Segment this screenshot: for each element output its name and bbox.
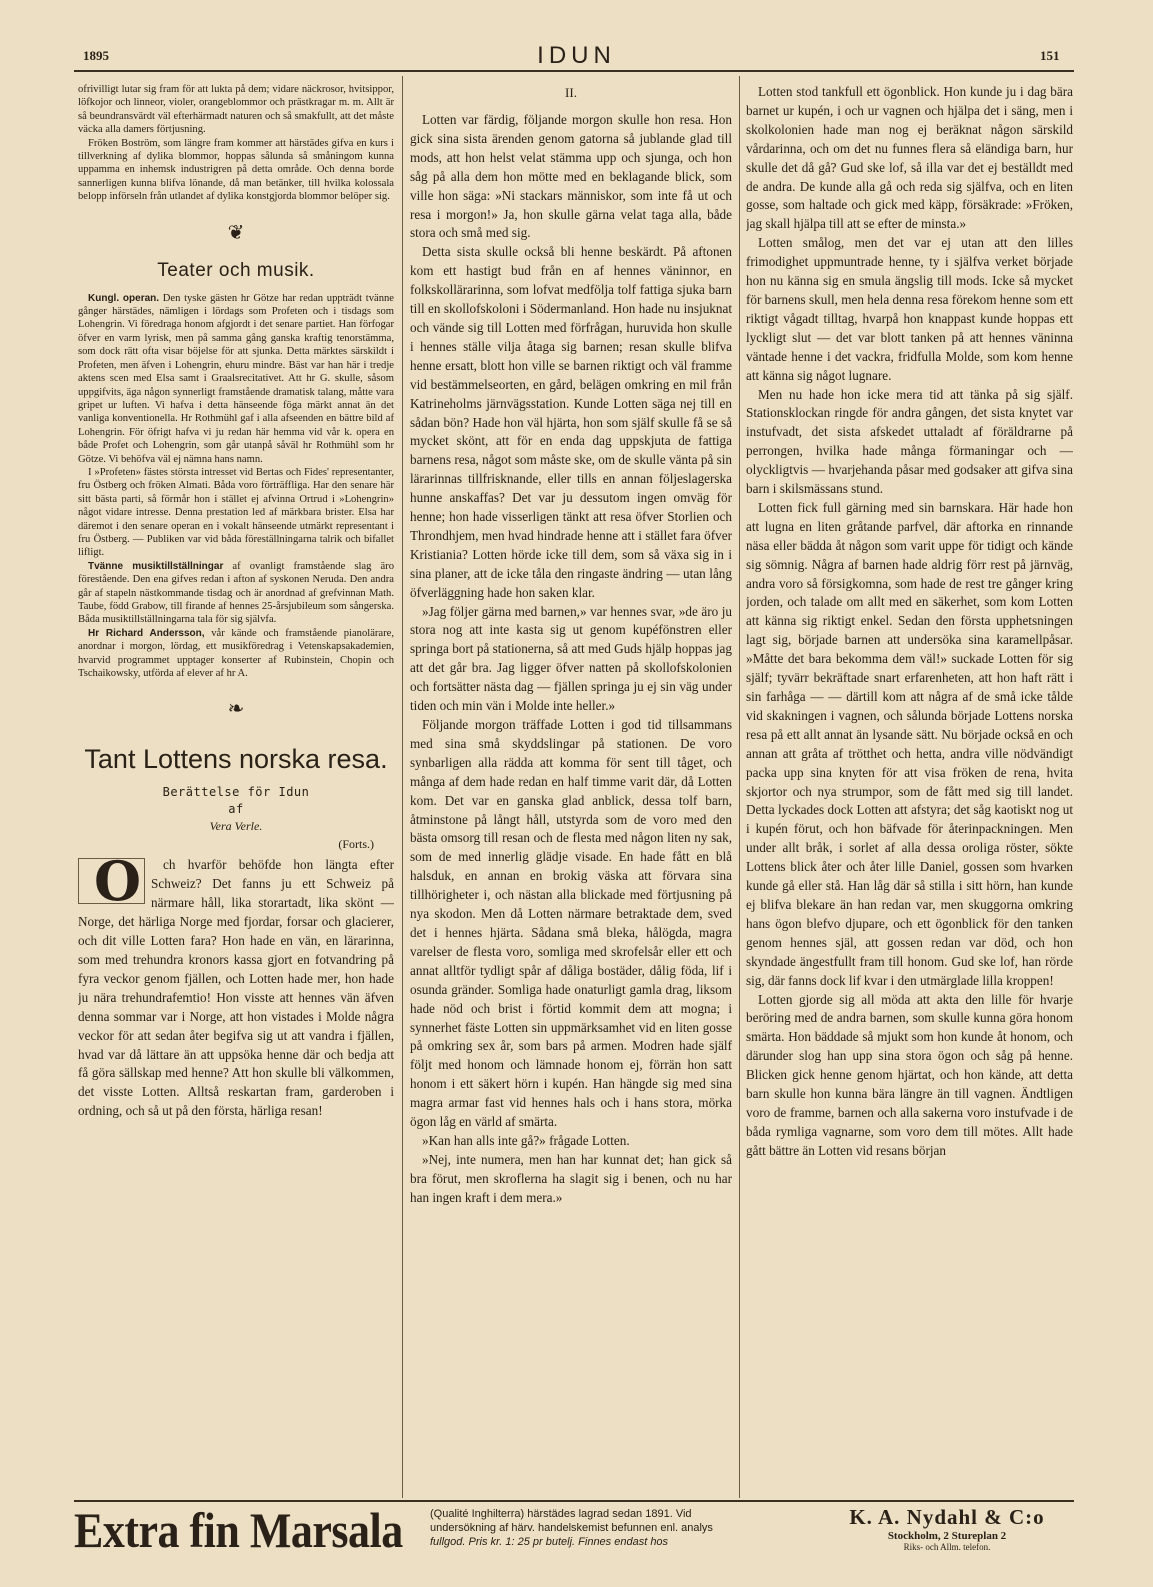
musik-paragraph: [78, 560, 394, 627]
column-3: [746, 83, 1073, 1498]
story-by: af: [228, 802, 244, 817]
story-continued: (Forts.): [338, 837, 374, 852]
column-1: [78, 83, 394, 1498]
col3-paragraph-3: Men nu hade hon icke mera tid att tänka på sig själf. Stationsklockan ringde för andra gången, det sista knytet var instufvadt, det sista afskedet uttaladt af föräldrarne på perrongen, hvilka hade många förmaningar och — olyckligtvis — hvarjehanda påsar med godsaker att gifva sina barn i skilsmässans stund.: [746, 386, 1073, 497]
opera-lead: Kungl. operan.: [88, 292, 160, 304]
masthead-title: IDUN: [537, 42, 616, 69]
story-paragraph-1-text: ch hvarför behöfde hon längta efter Schweiz? Det fanns ju ett Schweiz på närmare håll, lika storartadt, lika skönt — Norge, det härliga Norge med fjordar, forsar och glacierer, och dit ville Lotten fara? Hon hade en vän, en lärarinna, som med trehundra kronors kassa gjort en fotvandring på fyra veckor genom fjällen, och Lotten hade mer, hon hade ju nära trehundrafemtio! Hon visste att hennes vän äfven denna sommar var i Norge, att hon vistades i Molde några veckor för att sedan åter begifva sig ut att vandra i fjällen, hvad var då lättare än att uppsöka henne där och bedja att få göra sällskap med henne? Att hon skulle bli välkommen, det visste Lotten. Alltså reskartan fram, garderoben i ordning, och så ut på den första, härliga resan!: [78, 857, 394, 1119]
bostrom-paragraph: Fröken Boström, som längre fram kommer att härstädes gifva en kurs i tillverkning af dylika blommor, hoppas sålunda så småningom kunna uppamma en inhemsk industrigren på detta område. Och denna borde sannerligen kunna blifva lönande, då man betänker, till hvilka kolossala belopp införseln från utlandet af dylika konstgjorda blommor belöper sig.: [78, 137, 394, 203]
chapter-number: II.: [565, 85, 577, 100]
advert-line-3: fullgod. Pris kr. 1: 25 pr butelj. Finnes endast hos: [430, 1536, 669, 1548]
advert-product: Extra fin Marsala: [74, 1503, 403, 1558]
col2-paragraph-1: Lotten var färdig, följande morgon skulle hon resa. Hon gick sina sista ärenden genom gatorna så jublande glad till mods, att hon helst velat stämma upp och sjunga, och hon såg på alla dem hon mötte med en beklagande blick, som ville hon säga: »Ni stackars människor, som inte få ut och resa i morgon!» Ja, hon skulle gärna velat taga alla, både stora och små med sig.: [410, 112, 732, 241]
advert-telephone: Riks- och Allm. telefon.: [903, 1542, 991, 1552]
opera-text: Den tyske gästen hr Götze har redan uppträdt tvänne gånger härstädes, nämligen i lördags som Profeten och i tisdags som Lohengrin. Vi föredraga honom afgjordt i det senare partiet. Han förfogar öfver en varm lyrisk, men på samma gång ganska kraftig tenorstämma, som dock rätt ofta visar böjelse för att sjunka. Detta märktes särskildt i Profeten, men äfven i Lohengrin, ehuru mindre. Bäst var han här i tredje aktens scen med Elsa samt i Graalsrecitativet. Att hr G. skulle, såsom uppgifvits, äga någon synnerligt framstående dramatisk talang, måtte vara gripet ur luften. Vi hafva i detta hänseende föga märkt annat än det vanliga konventionella. Hr Rothmühl gaf i alla afseenden en bättre bild af Lohengrin. För öfrigt hafva vi ju redan här hemma vid vår k. opera en både Profet och Lohengrin, som går utanpå såväl hr Rothmühl som hr Götze. Vi behöfva väl ej nämna hans namn.: [78, 292, 394, 465]
musik-lead: Tvänne musiktillställningar: [88, 560, 224, 572]
col2-paragraph-2: Detta sista skulle också bli henne beskärdt. På aftonen kom ett hastigt bud från en af hennes väninnor, en folkskollärarinna, som lofvat medfölja tolf fattiga sjuka barn till en skollofskoloni i Södermanland. Hon hade nu insjuknat och vände sig till Lotten med förfrågan, huruvida hon skulle i hennes ställe vilja åtaga sig barnen; resan skulle blifva henne ersatt, blott hon ville se barnen riktigt och väl framme vid bestämmelseorten, en gård, belägen omkring en mil från Katrineholms järnvägsstation. Kunde Lotten säga nej till en sådan bön? Hade hon väl hjärta, hon som själf skulle få se så mycket skönt, att för en enda dag uppskjuta de fattiga barnens resa, något som måste ske, om de skulle vänta på sin lärarinnas tillfrisknande, eller tills en annan följeslagerska hunne anskaffas? Det var ju dessutom ingen omväg för henne; hon hade visserligen tänkt att resa öfver Storlien och Throndhjem, men hvad hindrade henne att i stället fara öfver Kristiania? Lotten hörde icke till dem, som så växa sig in i sina planer, att de icke tåla den ringaste ändring — utan lång öfverläggning hade hon saken klar.: [410, 244, 732, 600]
andersson-lead: Hr Richard Andersson,: [88, 627, 205, 639]
drop-cap: O: [78, 858, 145, 904]
col3-paragraph-2: Lotten smålog, men det var ej utan att den lilles frimodighet uppmuntrade henne, ty i själfva verket började hon nu känna sig en smula ängslig till mods. Icke så mycket för barnens skull, men hela denna resa förekom henne som ett riktigt vågadt tilltag, hvarpå hon knappast kunde hoppas ett lyckligt slut — det var blott tanken på att hennes väninna väntade henne i det vackra, fridfulla Molde, som kom henne att känna sig något lugnare.: [746, 235, 1073, 383]
musik-text: af ovanligt framstående slag äro förestående. Den ena gifves redan i afton af syskonen Neruda. Den andra går af stapeln nästkommande tisdag och är anordnad af grefvinnan Math. Taube, född Grabow, till firande af hennes 25-årsjubileum som sångerska. Båda musiktillställningarna tala för sig självfa.: [78, 560, 394, 626]
column-divider-2: [739, 76, 740, 1498]
story-paragraph-1: [78, 849, 394, 1121]
story-title: Tant Lottens norska resa.: [84, 744, 388, 775]
advert-brand: K. A. Nydahl & C:o: [849, 1505, 1045, 1529]
column-divider-1: [402, 76, 403, 1498]
header-page-number: 151: [1040, 48, 1060, 63]
opera-paragraph: [78, 292, 394, 466]
ornament-divider-icon: ❦: [227, 219, 245, 244]
col3-paragraph-4: Lotten fick full gärning med sin barnskara. Här hade hon att lugna en liten gråtande parfvel, där aftorka en rinnande näsa eller bädda åt någon som varit uppe för tidigt och kände sig sömnig. Några af barnen hade aldrig förr rest på järnväg, andra voro så försigkomna, som hade de rest tre gånger kring jorden, och talade om allt med en säkerhet, som kom Lotten att känna sig riktigt enkel. Sedan den första upphetsningen lagt sig, började barnen att undersöka sina karamellpåsar. »Måtte det bara bekomma dem väl!» suckade Lotten för sig själf; tyvärr bekräftade snart erfarenheten, att hon haft rätt i sin farhåga — — därtill kom att några af de små icke tålde vid skakningen i vagnen, och sålunda började Lottens norska resa på ett allt annat än lysande sätt. Nu började också en och annan att gråta af trötthet och hetta, andra ville nödvändigt packa upp sina knyten för att visa fröken de rena, hvita skjortor och nya strumpor, som de fått med sig till landet. Detta lyckades dock Lotten att afstyra; det såg kaotiskt nog ut i kupén förut, och hon bäfvade för återinpackningen. Men under allt bråk, i sorlet af alla dessa oroliga röster, sökte Lottens blick åter och åter lille Daniel, gossen som hvarken kunde gå eller stå. Han låg där så stilla i sitt hörn, han kunde ej blifva blekare än han redan var, men skuggorna omkring hans ögon blefvo djupare, och ett ögonblick för den tanken genom hennes själ, att gossen redan var död, och hon skyndade ängestfullt fram till honom. Gud ske lof, han rörde sig, där fanns dock lif kvar i den utmärglade lilla kroppen!: [746, 499, 1073, 988]
advert-address: Stockholm, 2 Stureplan 2: [887, 1530, 1007, 1542]
advert-brand-block: [822, 1505, 1072, 1552]
theatre-section-title: Teater och musik.: [157, 259, 315, 281]
col2-paragraph-4: Följande morgon träffade Lotten i god tid tillsammans med sina små skyddslingar på stationen. De voro synbarligen alla rädda att komma för sent till tåget, och många af dem hade redan en half timme varit där, då Lotten kom. Det var en ganska glad anblick, dessa tolf barn, åtminstone på långt håll, utstyrda som de voro med den bästa omsorg till resan och de flesta med någon liten ny sak, som de med innerlig glädje visade. En hade fått en blå halsduk, en annan en brokig väska att förvara sina tillhörigheter i, och nästan alla blickade med förtjusning på nya skodon. Men då Lotten närmare betraktade dem, sved det i hennes hjärta. Sådana små bleka, hålögda, magra varelser de flesta voro, somliga med skrofelsår eller ett och annat alltför tydligt spår af dåliga bostäder, dålig föda, lif i osunda gränder. Somliga hade onaturligt gamla drag, liksom hade nöd och brist i förtid kommit dem att mogna; i synnerhet fäste Lotten sin uppmärksamhet vid en liten gosse på omkring sex år, som bars på armen. Modren hade själf följt med honom och lämnade honom ej, förrän hon satt honom i ett säkert hörn i kupén. Han hängde sig med sina magra armar fast vid hennes hals och i hans stora, mörka ögon låg en värld af smärta.: [410, 717, 732, 1130]
col2-paragraph-6: »Nej, inte numera, men han har kunnat det; han gick så bra förut, men skroflerna ha slagit sig i benen, och nu har han ingen kraft i dem mera.»: [410, 1151, 732, 1205]
profeten-paragraph: I »Profeten» fästes största intresset vid Bertas och Fides' representanter, fru Östberg och fröken Almati. Båda voro förträffliga. Har den senare här sitt bästa parti, så förmår hon i stället ej afvinna Ortrud i »Lohengrin» något vidare intresse. Denna prestation led af märkbara brister. Elsa har däremot i den senare operan en i vokalt hänseende utmärkt representant i fru Östberg. — Publiken var vid båda föreställningarna talrik och bifallet lifligt.: [78, 466, 394, 559]
andersson-text: vår kände och framstående pianolärare, anordnar i morgon, lördag, ett musikföredrag i Vetenskapsakademien, hvarvid programmet upptager konserter af Rubinstein, Chopin och Tschaikowsky, utförda af elever af hr A.: [78, 627, 394, 680]
advert-line-2: undersökning af härv. handelskemist befunnen enl. analys: [430, 1522, 713, 1534]
story-subtitle: Berättelse för Idun: [162, 785, 310, 800]
column-2: [410, 83, 732, 1498]
advert-line-1: (Qualité Inghilterra) härstädes lagrad sedan 1891. Vid: [430, 1508, 692, 1520]
header-year: 1895: [83, 48, 109, 63]
col3-paragraph-5: Lotten gjorde sig all möda att akta den lille för hvarje beröring med de andra barnen, som skulle kunna göra honom smärta. Hon bäddade så mjukt som hon kunde åt honom, och därunder slog han upp sina stora ögon och såg på henne. Blicken gick henne genom hjärtat, och hon kände, att detta barn skulle hon kunna bära längre än till vagnen. Ändtligen voro de framme, barnen och alla sakerna voro instufvade i de båda rymliga vagnarne, som voro dem till mötes. Allt hade gått bättre än Lotten vid resans början: [746, 991, 1073, 1158]
col2-paragraph-5: »Kan han alls inte gå?» frågade Lotten.: [422, 1132, 630, 1148]
advert-description: [430, 1507, 810, 1549]
col2-paragraph-3: »Jag följer gärna med barnen,» var hennes svar, »de äro ju stora nog att inte kasta sig ut genom kupéfönstren eller springa bort på stationerna, så att med Guds hjälp hoppas jag att det går bra. Jag ligger öfver natten på skollofskolonien och fortsätter nästa dag — fjällen springa ju ej sin väg under tiden och min vän i Molde inte heller.»: [410, 603, 732, 714]
intro-paragraph: ofrivilligt lutar sig fram för att lukta på dem; vidare näckrosor, hvitsippor, löfkojor och linneor, violer, orangeblommor och prästkragar m. m. Allt är så beundransvärdt väl efterhärmadt naturen och så smakfullt, att det måste väcka alla damers förtjusning.: [78, 84, 394, 136]
ornament-flower-icon: ❧: [227, 696, 245, 721]
col3-paragraph-1: Lotten stod tankfull ett ögonblick. Hon kunde ju i dag bära barnet ur kupén, i och ur vagnen och hjälpa det i säng, men i skolkolonien hade man nog ej beräknat någon särskild vårdarinna, och om det nu funnes flera så eländiga barn, hur skulle det då gå? Gud ske lof, så illa var det ej beställdt med de andra. De kunde alla gå och reda sig själfva, och en liten gosse, som haltade och gick med käpp, försäkrade: »Fröken, jag skall hjälpa till att se efter de minsta.»: [746, 84, 1073, 232]
story-author: Vera Verle.: [209, 819, 263, 834]
andersson-paragraph: [78, 627, 394, 681]
header-rule: [74, 70, 1074, 72]
